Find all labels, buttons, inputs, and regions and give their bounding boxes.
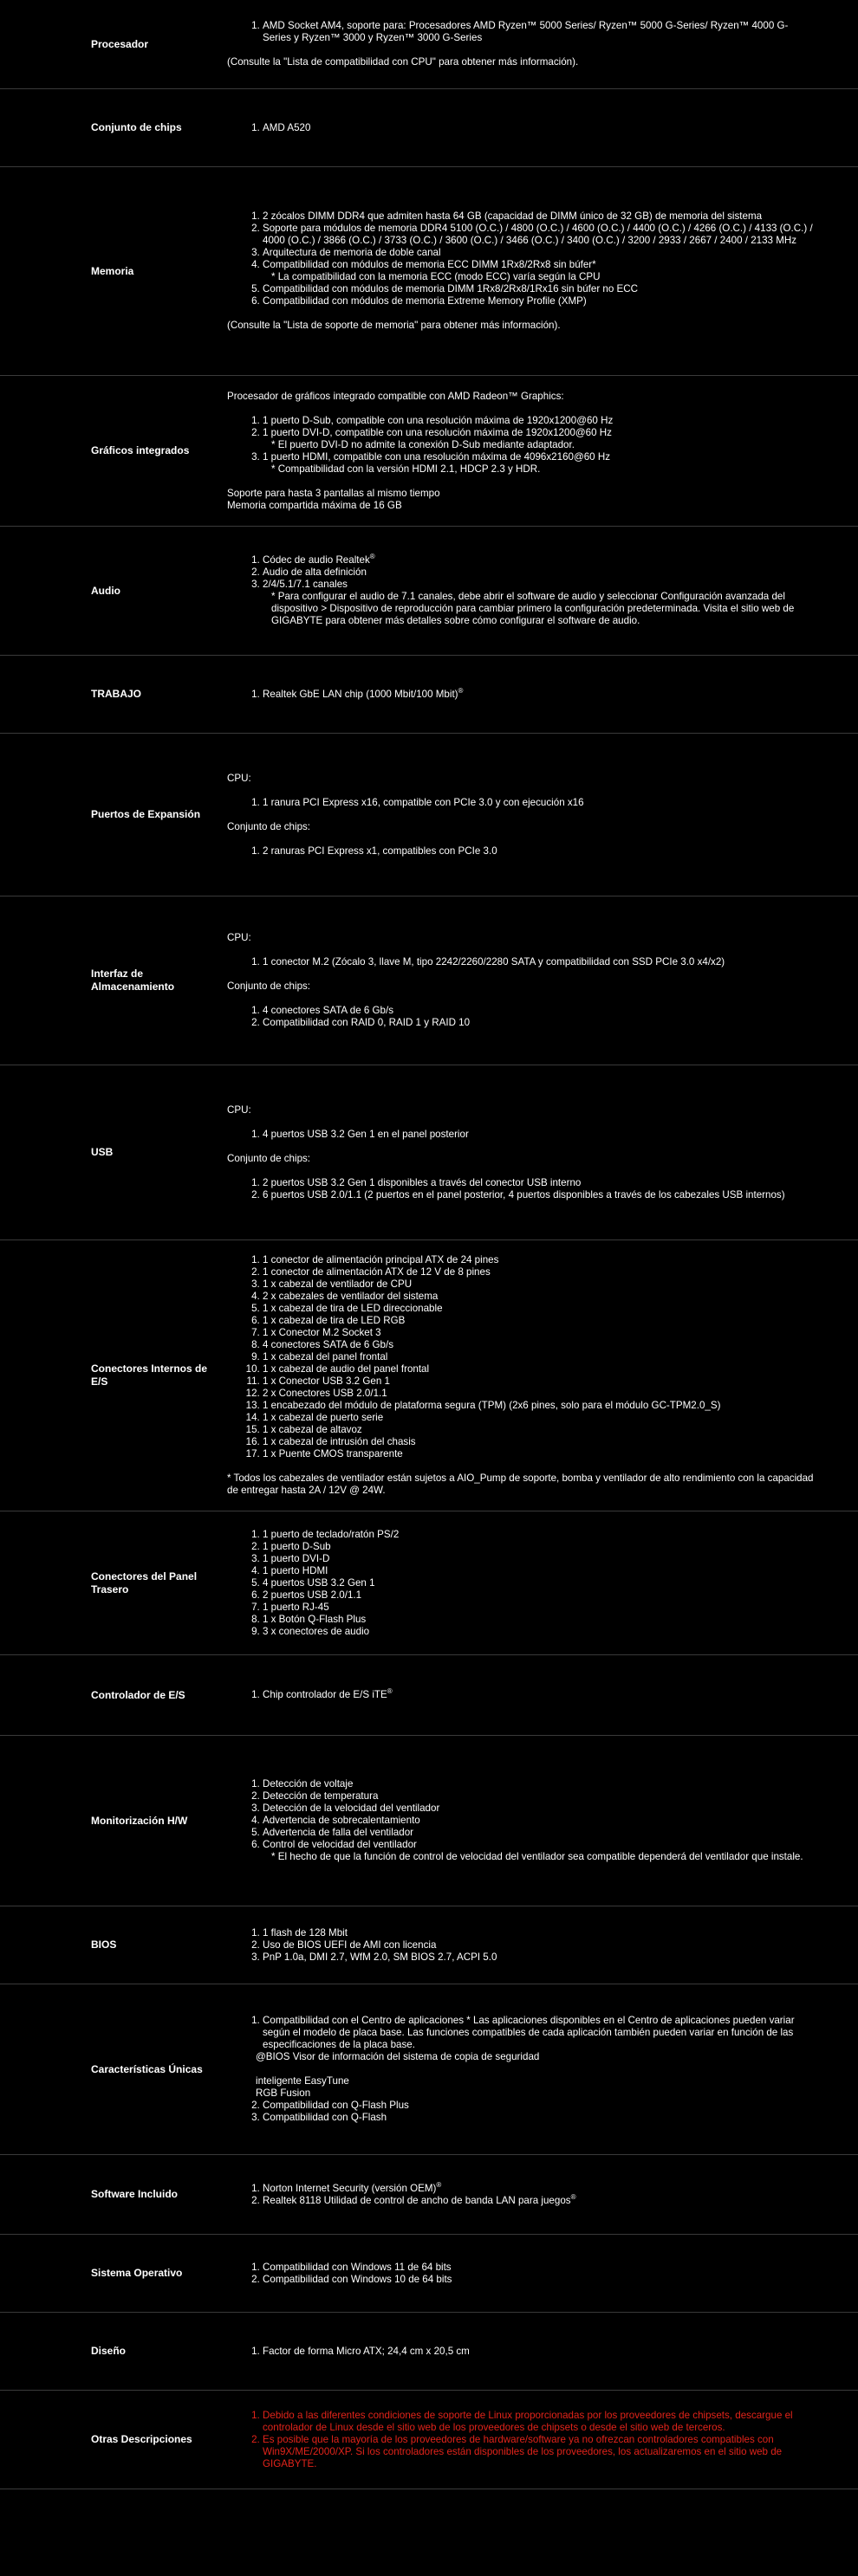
spacer [227, 307, 815, 320]
spec-list [227, 956, 815, 968]
spec-row [0, 1240, 858, 1511]
spec-list-item [263, 259, 815, 283]
item-text: Compatibilidad con Windows 11 de 64 bits [263, 2261, 452, 2273]
item-text: 1 x Conector USB 3.2 Gen 1 [263, 1375, 390, 1387]
spec-list-item [263, 554, 815, 566]
item-text: 3 x conectores de audio [263, 1625, 370, 1637]
spec-list-item [263, 1278, 815, 1291]
spec-list-item [263, 1177, 815, 1189]
spec-list-item [263, 1327, 815, 1339]
spec-list [227, 1529, 815, 1638]
spec-list-item [263, 122, 815, 134]
spec-row [0, 896, 858, 1065]
spec-list-item [263, 579, 815, 627]
item-text: 1 x cabezal de puerto serie [263, 1412, 384, 1423]
spec-label: Gráficos integrados [91, 444, 190, 456]
item-text: 1 x Conector M.2 Socket 3 [263, 1327, 381, 1338]
item-text: Arquitectura de memoria de doble canal [263, 247, 441, 258]
spec-list-item [263, 2262, 815, 2274]
spec-row [0, 1511, 858, 1655]
spec-list [227, 20, 815, 44]
spec-list-item [263, 2112, 815, 2124]
spec-list-item [263, 1254, 815, 1266]
spec-list [227, 210, 815, 307]
spec-list-item [263, 1577, 815, 1589]
spec-content [227, 766, 858, 864]
spec-text: Soporte para hasta 3 pantallas al mismo tiempo [227, 487, 440, 499]
item-text: Audio de alta definición [263, 566, 367, 578]
spacer [227, 403, 815, 415]
item-text: Factor de forma Micro ATX; 24,4 cm x 20,5 cm [263, 2345, 470, 2357]
spec-list-item [263, 2180, 815, 2195]
item-text: 1 x cabezal del panel frontal [263, 1351, 388, 1362]
spec-row [0, 1736, 858, 1906]
spec-text: (Consulte la "Lista de compatibilidad con CPU" para obtener más información). [227, 56, 579, 68]
item-text: 4 puertos USB 3.2 Gen 1 [263, 1576, 375, 1589]
spec-row [0, 2235, 858, 2313]
spec-list-item [263, 1005, 815, 1017]
spec-content [227, 2255, 858, 2293]
item-text: Uso de BIOS UEFI de AMI con licencia [263, 1938, 437, 1951]
spec-list-item [263, 1553, 815, 1565]
item-text: 1 x cabezal de tira de LED direccionable [263, 1303, 443, 1314]
item-text: Realtek GbE LAN chip (1000 Mbit/100 Mbit) [263, 688, 458, 700]
spec-list-item [263, 1363, 815, 1375]
spec-list-item [263, 1448, 815, 1460]
spec-list [227, 2346, 815, 2358]
spacer [227, 1116, 815, 1129]
spec-label: Sistema Operativo [91, 2267, 183, 2279]
spec-list-item [263, 1565, 815, 1577]
item-text: 4 puertos USB 3.2 Gen 1 en el panel posterior [263, 1128, 469, 1140]
spec-list-item [263, 2434, 815, 2470]
spec-label: Puertos de Expansión [91, 808, 201, 820]
spec-label: Diseño [91, 2345, 127, 2357]
item-text: 1 puerto D-Sub, compatible con una resolución máxima de 1920x1200@60 Hz [263, 414, 614, 426]
item-text: Advertencia de sobrecalentamiento [263, 1815, 420, 1826]
spec-list [227, 1778, 815, 1863]
spec-list-item [263, 1017, 815, 1029]
item-text: 1 x cabezal de ventilador de CPU [263, 1278, 413, 1290]
spacer [227, 944, 815, 956]
spec-row [0, 376, 858, 527]
spec-text: Conjunto de chips: [227, 1152, 311, 1164]
spacer [227, 968, 815, 981]
item-text: 1 puerto DVI-D, compatible con una resolución máxima de 1920x1200@60 Hz [263, 426, 612, 438]
item-text: Detección de temperatura [263, 1790, 379, 1802]
spec-content [227, 1771, 858, 1870]
spacer [227, 476, 815, 488]
spec-label: Software Incluido [91, 2188, 179, 2200]
spec-list [227, 415, 815, 476]
spec-row [0, 89, 858, 167]
spec-content [227, 384, 858, 519]
spec-label: Procesador [91, 37, 149, 50]
item-text: Compatibilidad con el Centro de aplicaciones * Las aplicaciones disponibles en el Centro de aplicaciones pueden variar según el modelo de placa base. Las funciones compatibles de cada aplicación también pueden variar en función de las especificaciones de la placa base. [263, 2015, 795, 2050]
item-text: 1 x cabezal de audio del panel frontal [263, 1363, 430, 1375]
spec-list-item [263, 1529, 815, 1541]
item-text: Advertencia de falla del ventilador [263, 1827, 414, 1838]
spec-list-item [263, 1291, 815, 1303]
spec-label: Conjunto de chips [91, 121, 182, 133]
spec-list-item [263, 1790, 815, 1803]
spec-list-item [263, 283, 815, 295]
spec-label: Características Únicas [91, 2062, 203, 2075]
spec-content [227, 1920, 858, 1971]
spacer [227, 809, 815, 821]
item-text: 4 conectores SATA de 6 Gb/s [263, 1005, 394, 1016]
spacer [227, 1141, 815, 1153]
spec-list-item [263, 566, 815, 579]
spec-list-item [263, 1839, 815, 1863]
item-text: 2/4/5.1/7.1 canales [263, 579, 348, 590]
spec-row [0, 2313, 858, 2391]
item-text: Debido a las diferentes condiciones de soporte de Linux proporcionadas por los proveedores de chipsets, descargue el controlador de Linux desde el sitio web de los proveedores de chipsets o desde el sitio web de terceros. [263, 2409, 793, 2433]
spec-content [227, 547, 858, 634]
spec-text: Conjunto de chips: [227, 981, 311, 992]
spec-list-item [263, 1266, 815, 1278]
spec-content [227, 2403, 858, 2477]
item-text: Chip controlador de E/S iTE [263, 1689, 387, 1700]
spec-list-item [263, 1939, 815, 1951]
item-text: 1 x cabezal de altavoz [263, 1424, 362, 1435]
item-text: Compatibilidad con Windows 10 de 64 bits [263, 2273, 452, 2285]
item-text: 2 puertos USB 2.0/1.1 [263, 1589, 362, 1601]
spec-content [227, 682, 858, 708]
item-text: 4 conectores SATA de 6 Gb/s [263, 1339, 394, 1350]
spec-content [227, 925, 858, 1036]
spec-list [227, 1129, 815, 1141]
item-text: 2 x Conectores USB 2.0/1.1 [263, 1388, 387, 1399]
spec-label: Conectores Internos de E/S [91, 1362, 208, 1388]
spec-list [227, 686, 815, 701]
spec-list-item [263, 1827, 815, 1839]
spec-row [0, 2391, 858, 2489]
spec-list-item [263, 2274, 815, 2286]
spacer [227, 44, 815, 56]
item-text: 2 x cabezales de ventilador del sistema [263, 1291, 439, 1302]
item-text: Detección de voltaje [263, 1778, 354, 1790]
registered-mark: ® [369, 553, 375, 561]
spec-list [227, 845, 815, 858]
item-text: 1 x Botón Q-Flash Plus [263, 1613, 367, 1625]
spec-label: Controlador de E/S [91, 1688, 185, 1701]
spec-text: CPU: [227, 772, 251, 784]
spec-list-item [263, 451, 815, 476]
spec-content [227, 1682, 858, 1708]
item-text: Control de velocidad del ventilador [263, 1839, 417, 1850]
spec-label: Monitorización H/W [91, 1814, 188, 1827]
spec-content [227, 1097, 858, 1208]
item-text: Realtek 8118 Utilidad de control de ancho de banda LAN para juegos [263, 2194, 571, 2206]
item-extra-line: RGB Fusion [256, 2087, 311, 2099]
item-text: Es posible que la mayoría de los proveedores de hardware/software ya no ofrezcan controladores compatibles con Win9X/ME/2000/XP. Si los controladores están disponibles de los proveedores, los actualizaremos en el sitio web de GIGABYTE. [263, 2433, 783, 2469]
spec-text: * Todos los cabezales de ventilador están sujetos a AIO_Pump de soporte, bomba y ventilador de alto rendimiento con la capacidad de entregar hasta 2A / 12V @ 24W. [227, 1472, 814, 1496]
spec-row [0, 1655, 858, 1736]
registered-mark: ® [387, 1687, 393, 1696]
spec-list-item [263, 1815, 815, 1827]
spec-list-item [263, 1375, 815, 1388]
item-text: 1 conector de alimentación ATX de 12 V de 8 pines [263, 1266, 491, 1278]
spec-row [0, 527, 858, 656]
spec-list-item [256, 2015, 815, 2100]
spec-content [227, 115, 858, 141]
item-text: Compatibilidad con módulos de memoria ECC DIMM 1Rx8/2Rx8 sin búfer* [263, 259, 596, 270]
spec-content [227, 13, 858, 75]
spec-list-item [263, 1412, 815, 1424]
item-text: Norton Internet Security (versión OEM) [263, 2182, 437, 2194]
item-extra-line: @BIOS Visor de información del sistema de copia de seguridad [256, 2051, 540, 2062]
item-text: 1 conector M.2 (Zócalo 3, llave M, tipo 2242/2260/2280 SATA y compatibilidad con SSD PCIe 3.0 x4/x2) [263, 956, 725, 968]
spec-list-item [263, 295, 815, 307]
spec-list-item [263, 415, 815, 427]
spec-list [227, 2015, 815, 2124]
item-text: 1 flash de 128 Mbit [263, 1926, 348, 1938]
spec-label: Audio [91, 584, 120, 597]
spec-content [227, 2008, 858, 2131]
spacer [227, 1165, 815, 1177]
spec-list-item [263, 686, 815, 701]
spec-list-item [263, 1927, 815, 1939]
item-text: 2 puertos USB 3.2 Gen 1 disponibles a través del conector USB interno [263, 1176, 582, 1188]
spec-row [0, 167, 858, 376]
item-text: Compatibilidad con módulos de memoria DIMM 1Rx8/2Rx8/1Rx16 sin búfer no ECC [263, 283, 639, 294]
spec-text: CPU: [227, 932, 251, 943]
spec-list-item [263, 210, 815, 223]
spec-list-item [263, 2410, 815, 2434]
spec-label: Otras Descripciones [91, 2433, 192, 2445]
spec-list [227, 1254, 815, 1460]
spec-list-item [263, 1129, 815, 1141]
item-text: 1 x Puente CMOS transparente [263, 1448, 403, 1460]
spec-row [0, 1065, 858, 1240]
spec-list-item [263, 1626, 815, 1638]
spec-list-item [263, 1541, 815, 1553]
spec-list-item [263, 1388, 815, 1400]
item-text: Códec de audio Realtek [263, 554, 370, 566]
spec-label: Conectores del Panel Trasero [91, 1570, 198, 1595]
spec-content [227, 1522, 858, 1645]
spec-list [227, 2262, 815, 2286]
item-text: 1 encabezado del módulo de plataforma segura (TPM) (2x6 pines, solo para el módulo GC-TPM2.0_S) [263, 1400, 721, 1411]
spec-list [227, 1005, 815, 1029]
spec-row [0, 2155, 858, 2235]
item-text: 1 puerto RJ-45 [263, 1601, 329, 1613]
item-text: 1 x cabezal de intrusión del chasis [263, 1436, 416, 1447]
spec-list-item [263, 1400, 815, 1412]
spec-list [227, 2180, 815, 2207]
spacer [227, 833, 815, 845]
item-text: PnP 1.0a, DMI 2.7, WfM 2.0, SM BIOS 2.7, ACPI 5.0 [263, 1951, 497, 1963]
spec-label: Interfaz de Almacenamiento [91, 968, 175, 993]
registered-mark: ® [458, 686, 464, 695]
spec-list-item [263, 1189, 815, 1201]
spec-list-item [263, 1589, 815, 1602]
item-text: 1 puerto de teclado/ratón PS/2 [263, 1528, 400, 1540]
item-note: * La compatibilidad con la memoria ECC (modo ECC) varía según la CPU [271, 271, 601, 282]
spec-row [0, 656, 858, 734]
spec-list-item [263, 797, 815, 809]
spec-list-item [263, 223, 815, 247]
item-extra-line: inteligente EasyTune [256, 2075, 349, 2087]
spec-list-item [263, 1436, 815, 1448]
spec-content [227, 204, 858, 339]
spec-content [227, 1247, 858, 1504]
spec-list-item [263, 1614, 815, 1626]
item-text: AMD Socket AM4, soporte para: Procesadores AMD Ryzen™ 5000 Series/ Ryzen™ 5000 G-Series/ Ryzen™ 4000 G-Series y Ryzen™ 3000 y Ryzen™ 3000 G-Series [263, 20, 789, 43]
spec-list-item [263, 20, 815, 44]
spacer [227, 1460, 815, 1472]
spec-label: BIOS [91, 1938, 117, 1951]
spec-content [227, 2176, 858, 2214]
spec-list-item [263, 2100, 815, 2112]
spec-text: Procesador de gráficos integrado compatible con AMD Radeon™ Graphics: [227, 390, 564, 402]
spec-list-item [263, 247, 815, 259]
item-text: 6 puertos USB 2.0/1.1 (2 puertos en el panel posterior, 4 puertos disponibles a través de los cabezales USB internos) [263, 1188, 785, 1201]
spec-list-item [263, 1689, 815, 1701]
spec-list-item [263, 2192, 815, 2207]
spec-text: Conjunto de chips: [227, 820, 311, 832]
spec-list [227, 797, 815, 809]
registered-mark: ® [570, 2192, 576, 2201]
spec-label: Memoria [91, 264, 134, 277]
item-text: Soporte para módulos de memoria DDR4 5100 (O.C.) / 4800 (O.C.) / 4600 (O.C.) / 4400 (O.C.) / 4266 (O.C.) / 4133 (O.C.) / 4000 (O.C.) / 3866 (O.C.) / 3733 (O.C.) / 3600 (O.C.) / 3466 (O.C.) / 3400 (O.C.) / 3200 / 2933 / 2667 / 2400 / 2133 MHz [263, 223, 813, 246]
spec-list-item [263, 1303, 815, 1315]
item-text: 1 puerto DVI-D [263, 1552, 330, 1564]
spacer [263, 2063, 815, 2075]
item-text: 1 conector de alimentación principal ATX de 24 pines [263, 1254, 499, 1265]
item-note: * Compatibilidad con la versión HDMI 2.1, HDCP 2.3 y HDR. [271, 463, 541, 475]
item-text: Compatibilidad con Q-Flash [263, 2112, 387, 2123]
spec-row [0, 1984, 858, 2155]
spec-list-item [263, 1339, 815, 1351]
spec-text: (Consulte la "Lista de soporte de memoria" para obtener más información). [227, 320, 561, 331]
spacer [227, 785, 815, 797]
spec-label: TRABAJO [91, 688, 142, 700]
spec-list-item [263, 956, 815, 968]
item-text: Compatibilidad con RAID 0, RAID 1 y RAID 10 [263, 1017, 471, 1028]
spec-row [0, 734, 858, 896]
spec-text: CPU: [227, 1104, 251, 1116]
item-text: Detección de la velocidad del ventilador [263, 1803, 440, 1814]
spec-list [227, 1177, 815, 1201]
spec-row [0, 1906, 858, 1984]
spec-list-item [263, 1351, 815, 1363]
spec-list [227, 2410, 815, 2470]
registered-mark: ® [436, 2180, 442, 2189]
spec-list-item [263, 427, 815, 451]
spec-list-item [263, 1315, 815, 1327]
spec-list-item [263, 1602, 815, 1614]
item-note: * Para configurar el audio de 7.1 canales, debe abrir el software de audio y seleccionar Configuración avanzada del dispositivo > Dispositivo de reproducción para cambiar primero la configuración predeterminada. Visita el sitio web de GIGABYTE para obtener más detalles sobre cómo configurar el software de audio. [271, 591, 795, 626]
spec-list-item [263, 1951, 815, 1964]
item-text: 1 ranura PCI Express x16, compatible con PCIe 3.0 y con ejecución x16 [263, 796, 584, 808]
spec-list-item [263, 1778, 815, 1790]
item-text: 2 ranuras PCI Express x1, compatibles con PCIe 3.0 [263, 845, 497, 857]
spec-label: USB [91, 1146, 114, 1158]
spec-text: Memoria compartida máxima de 16 GB [227, 499, 402, 511]
spec-list-item [263, 2346, 815, 2358]
item-text: 1 puerto D-Sub [263, 1540, 331, 1552]
spec-list [227, 122, 815, 134]
spec-list [227, 554, 815, 627]
item-text: Compatibilidad con Q-Flash Plus [263, 2100, 409, 2111]
item-text: 2 zócalos DIMM DDR4 que admiten hasta 64 GB (capacidad de DIMM único de 32 GB) de memoria del sistema [263, 210, 763, 222]
spec-row [0, 0, 858, 89]
item-text: Compatibilidad con módulos de memoria Extreme Memory Profile (XMP) [263, 295, 587, 307]
spacer [227, 993, 815, 1005]
item-text: 1 puerto HDMI, compatible con una resolución máxima de 4096x2160@60 Hz [263, 450, 611, 463]
spec-list-item [263, 1424, 815, 1436]
spec-list [227, 1689, 815, 1701]
item-note: * El puerto DVI-D no admite la conexión D-Sub mediante adaptador. [271, 438, 575, 450]
spec-list [227, 1927, 815, 1964]
spec-list-item [263, 1803, 815, 1815]
item-text: AMD A520 [263, 121, 311, 133]
item-text: 1 puerto HDMI [263, 1564, 328, 1576]
spec-list-item [263, 845, 815, 858]
item-note: * El hecho de que la función de control de velocidad del ventilador sea compatible dependerá del ventilador que instale. [271, 1851, 803, 1862]
item-text: 1 x cabezal de tira de LED RGB [263, 1315, 406, 1326]
spec-content [227, 2339, 858, 2365]
